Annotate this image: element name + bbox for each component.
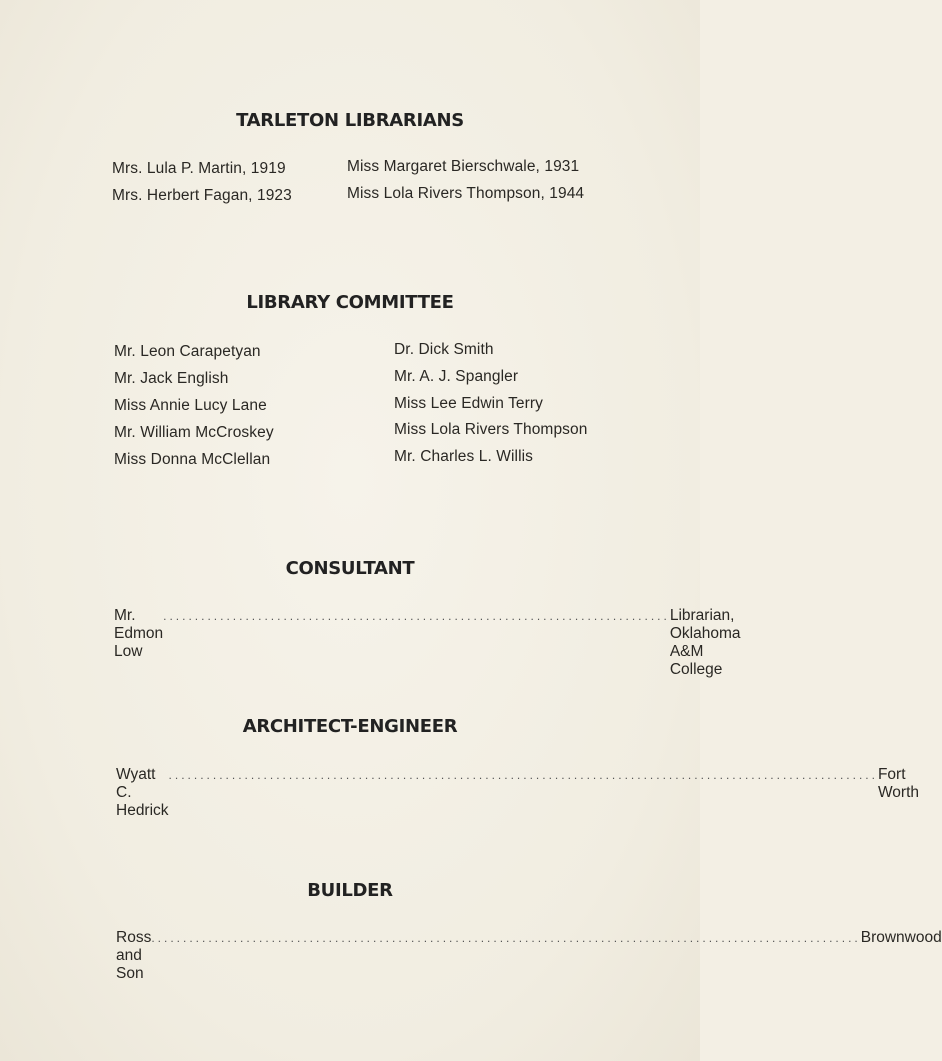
committee-member: Mr. Leon Carapetyan <box>114 343 261 360</box>
consultant-role: Librarian, Oklahoma A&M College <box>669 607 741 678</box>
consultant-heading: CONSULTANT <box>285 558 415 579</box>
committee-member: Mr. William McCroskey <box>114 424 274 441</box>
committee-member: Miss Lee Edwin Terry <box>394 395 544 412</box>
architect-line <box>116 766 920 820</box>
builder-heading: BUILDER <box>307 880 393 901</box>
architect-name: Wyatt C. Hedrick <box>116 766 169 819</box>
librarian-entry: Miss Lola Rivers Thompson, 1944 <box>347 185 585 202</box>
leader-dots: ................................................................................ <box>163 609 670 623</box>
committee-member: Dr. Dick Smith <box>394 341 494 358</box>
builder-line <box>116 929 942 983</box>
committee-member: Mr. Charles L. Willis <box>394 448 534 465</box>
librarian-entry: Mrs. Herbert Fagan, 1923 <box>112 187 292 204</box>
committee-member: Miss Annie Lucy Lane <box>114 397 267 414</box>
committee-heading: LIBRARY COMMITTEE <box>246 292 454 313</box>
leader-dots: ................................................................................................................ <box>151 931 861 945</box>
architect-location: Fort Worth <box>877 766 920 801</box>
committee-member: Miss Donna McClellan <box>114 451 271 468</box>
librarians-heading: TARLETON LIBRARIANS <box>236 110 464 131</box>
builder-location: Brownwood <box>860 929 942 946</box>
committee-member: Mr. A. J. Spangler <box>394 368 519 385</box>
architect-heading: ARCHITECT-ENGINEER <box>242 716 458 737</box>
committee-member: Miss Lola Rivers Thompson <box>394 421 588 438</box>
consultant-name: Mr. Edmon Low <box>114 607 164 660</box>
builder-name: Ross and Son <box>116 929 152 982</box>
consultant-line <box>114 607 741 679</box>
committee-member: Mr. Jack English <box>114 370 229 387</box>
librarian-entry: Mrs. Lula P. Martin, 1919 <box>112 160 286 177</box>
leader-dots: ................................................................................................................ <box>168 768 878 782</box>
librarian-entry: Miss Margaret Bierschwale, 1931 <box>347 158 580 175</box>
